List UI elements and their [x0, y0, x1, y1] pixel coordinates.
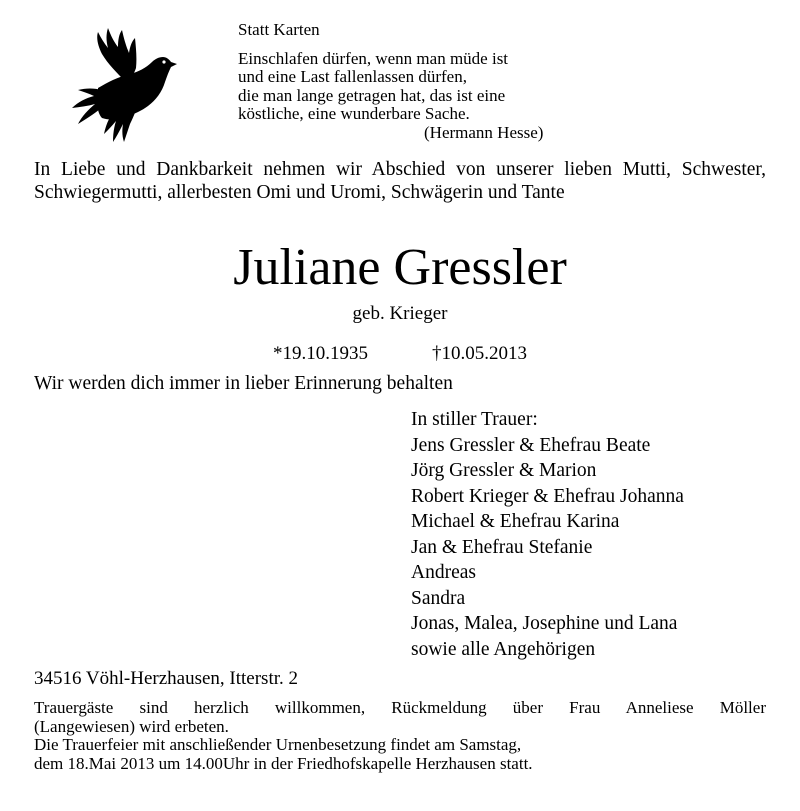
quote-author: (Hermann Hesse)	[424, 122, 544, 142]
mourners-list	[411, 407, 684, 662]
family-address: 34516 Vöhl-Herzhausen, Itterstr. 2	[34, 668, 299, 689]
birth-name: geb. Krieger	[352, 303, 448, 324]
intro-paragraph: In Liebe und Dankbarkeit nehmen wir Abschied von unserer lieben Mutti, Schwester, Schwiegermutti, allerbesten Omi und Uromi, Schwägerin und Tante	[34, 159, 766, 203]
quote-line: die man lange getragen hat, das ist eine	[238, 85, 506, 105]
closing-notice	[34, 699, 766, 774]
closing-line: (Langewiesen) wird erbeten.	[34, 716, 229, 736]
mourner-entry: sowie alle Angehörigen	[411, 638, 596, 660]
mourner-entry: Jens Gressler & Ehefrau Beate	[411, 434, 651, 456]
mourner-entry: Jan & Ehefrau Stefanie	[411, 536, 593, 558]
closing-line: Die Trauerfeier mit anschließender Urnenbesetzung findet am Samstag,	[34, 735, 522, 755]
life-dates	[0, 343, 800, 365]
memory-line: Wir werden dich immer in lieber Erinnerung behalten	[34, 373, 453, 394]
quote-line: und eine Last fallenlassen dürfen,	[238, 67, 467, 87]
statt-karten-heading: Statt Karten	[238, 20, 320, 39]
mourner-entry: Jörg Gressler & Marion	[411, 460, 597, 481]
closing-line: Trauergäste sind herzlich willkommen, Rückmeldung über Frau Anneliese Möller	[34, 698, 766, 717]
quote-line: köstliche, eine wunderbare Sache.	[238, 104, 470, 124]
mourner-entry: Robert Krieger & Ehefrau Johanna	[411, 485, 684, 507]
deceased-name: Juliane Gressler	[233, 239, 567, 296]
dove-icon	[68, 24, 178, 152]
closing-line: dem 18.Mai 2013 um 14.00Uhr in der Friedhofskapelle Herzhausen statt.	[34, 754, 533, 774]
poem-quote	[238, 50, 543, 142]
mourner-entry: Michael & Ehefrau Karina	[411, 511, 620, 532]
quote-line: Einschlafen dürfen, wenn man müde ist	[238, 49, 509, 68]
mourner-entry: Sandra	[411, 587, 466, 609]
death-date: †10.05.2013	[432, 343, 527, 364]
mourners-heading: In stiller Trauer:	[411, 409, 538, 430]
mourner-entry: Andreas	[411, 562, 476, 583]
birth-date: *19.10.1935	[273, 343, 368, 364]
mourner-entry: Jonas, Malea, Josephine und Lana	[411, 613, 678, 634]
